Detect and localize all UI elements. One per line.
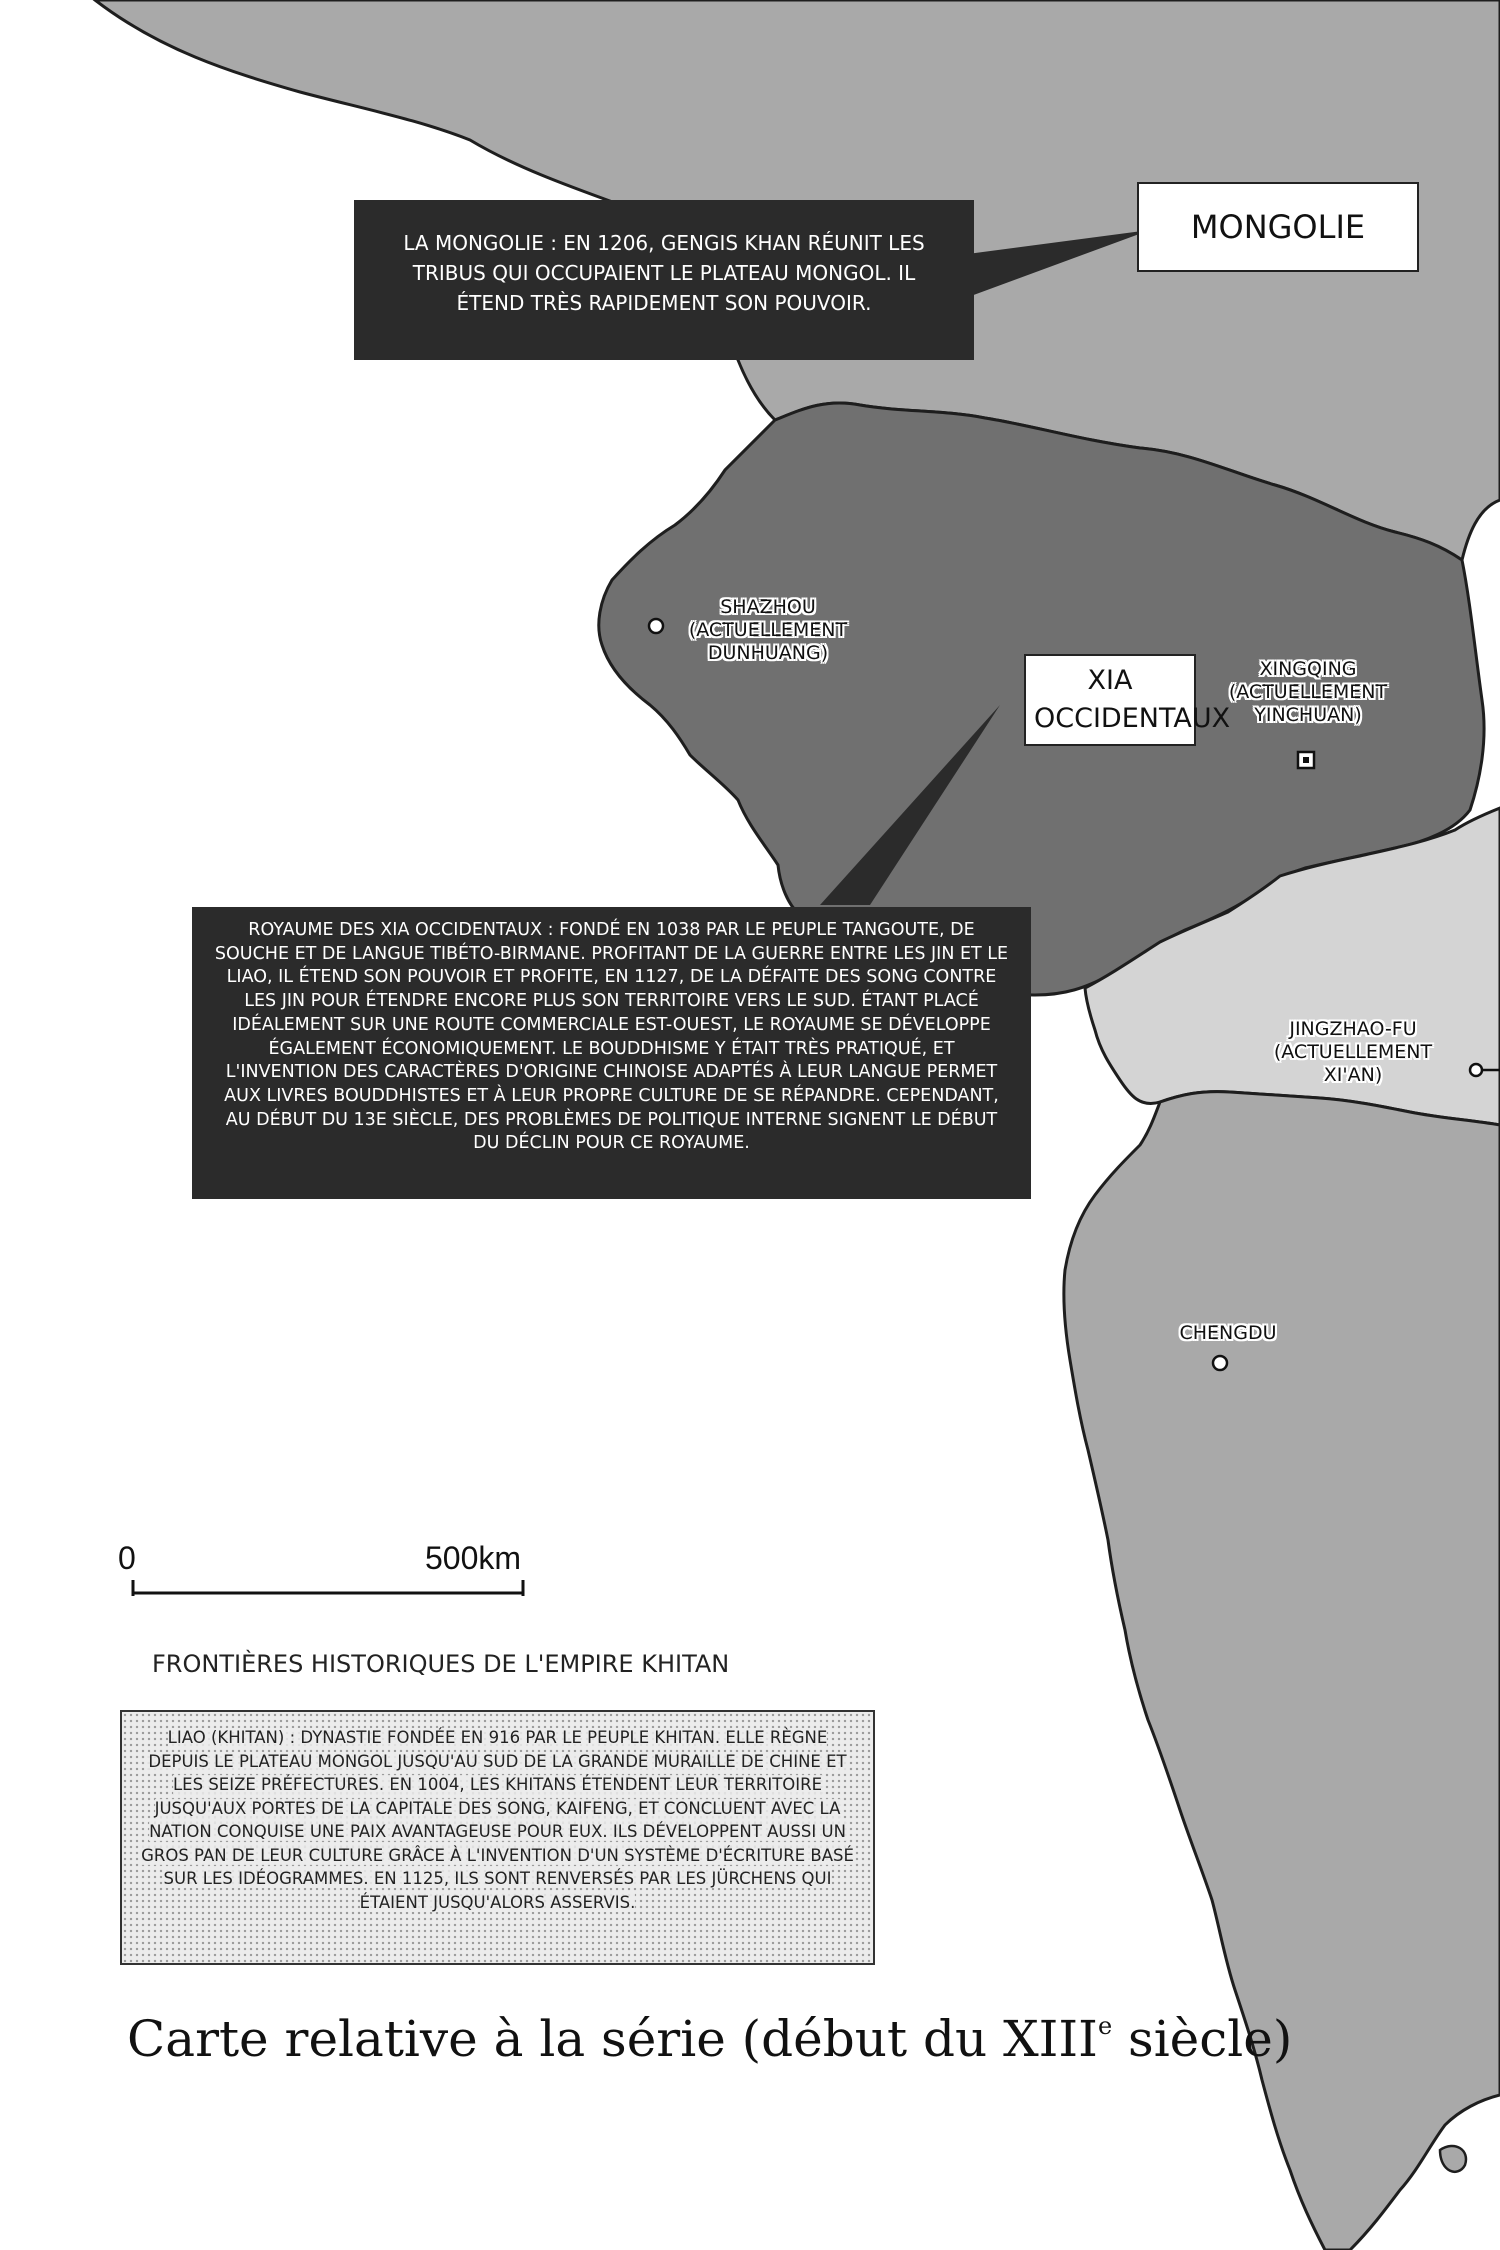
city-xingqing bbox=[1216, 658, 1400, 727]
xia-label-text: XIA OCCIDENTAUX bbox=[1034, 665, 1231, 734]
city-jingzhao-text: JINGZHAO-FU (ACTUELLEMENT XI'AN) bbox=[1273, 1018, 1433, 1086]
title-sup: e bbox=[1097, 2012, 1113, 2040]
xia-note-text: ROYAUME DES XIA OCCIDENTAUX : FONDÉ EN 1038 PAR LE PEUPLE TANGOUTE, DE SOUCHE ET DE LANGUE TIBÉTO-BIRMANE. PROFITANT DE LA GUERRE ENTRE LES JIN ET LE LIAO, IL ÉTEND SON POUVOIR ET PROFITE, EN 1127, DE LA DÉFAITE DES SONG CONTRE LES JIN POUR ÉTENDRE ENCORE PLUS SON TERRITOIRE VERS LE SUD. ÉTANT PLACÉ IDÉALEMENT SUR UNE ROUTE COMMERCIALE EST-OUEST, LE ROYAUME SE DÉVELOPPE ÉGALEMENT ÉCONOMIQUEMENT. LE BOUDDHISME Y ÉTAIT TRÈS PRATIQUÉ, ET L'INVENTION DES CARACTÈRES D'ORIGINE CHINOISE ADAPTÉS À LEUR LANGUE PERMET AUX LIVRES BOUDDHISTES ET À LEUR PROPRE CULTURE DE SE RÉPANDRE. CEPENDANT, AU DÉBUT DU 13E SIÈCLE, DES PROBLÈMES DE POLITIQUE INTERNE SIGNENT LE DÉBUT DU DÉCLIN POUR CE ROYAUME. bbox=[214, 920, 1009, 1154]
mongolia-label-text: MONGOLIE bbox=[1190, 208, 1366, 246]
scale-zero: 0 bbox=[118, 1540, 136, 1576]
city-chengdu-text: CHENGDU bbox=[1179, 1322, 1277, 1344]
legend-caption: FRONTIÈRES HISTORIQUES DE L'EMPIRE KHITAN bbox=[152, 1650, 730, 1678]
xia-label bbox=[1024, 654, 1231, 746]
city-shazhou-text: SHAZHOU (ACTUELLEMENT DUNHUANG) bbox=[688, 596, 848, 664]
city-xingqing-text: XINGQING (ACTUELLEMENT YINCHUAN) bbox=[1228, 658, 1388, 726]
mongolia-label bbox=[1137, 182, 1419, 272]
jingzhao-marker bbox=[1470, 1064, 1482, 1076]
chengdu-marker bbox=[1213, 1356, 1227, 1370]
xia-note bbox=[192, 907, 1031, 1199]
title-main: Carte relative à la série (début du XIII bbox=[127, 2010, 1098, 2068]
title-end: siècle) bbox=[1112, 2010, 1293, 2068]
mongolia-note bbox=[354, 200, 974, 360]
page-title bbox=[127, 2010, 1292, 2068]
shazhou-marker bbox=[649, 619, 663, 633]
mongolia-note-text: LA MONGOLIE : EN 1206, GENGIS KHAN RÉUNIT LES TRIBUS QUI OCCUPAIENT LE PLATEAU MONGOL. IL ÉTEND TRÈS RAPIDEMENT SON POUVOIR. bbox=[403, 231, 925, 315]
liao-note bbox=[120, 1710, 875, 1965]
scale-max: 500km bbox=[425, 1540, 522, 1576]
liao-note-text: LIAO (KHITAN) : DYNASTIE FONDÉE EN 916 PAR LE PEUPLE KHITAN. ELLE RÈGNE DEPUIS LE PLATEAU MONGOL JUSQU'AU SUD DE LA GRANDE MURAILLE DE CHINE ET LES SEIZE PRÉFECTURES. EN 1004, LES KHITANS ÉTENDENT LEUR TERRITOIRE JUSQU'AUX PORTES DE LA CAPITALE DES SONG, KAIFENG, ET CONCLUENT AVEC LA NATION CONQUISE UNE PAIX AVANTAGEUSE POUR EUX. ILS DÉVELOPPENT AUSSI UN GROS PAN DE LEUR CULTURE GRÂCE À L'INVENTION D'UN SYSTÈME D'ÉCRITURE BASÉ SUR LES IDÉOGRAMMES. EN 1125, ILS SONT RENVERSÉS PAR LES JÜRCHENS QUI ÉTAIENT JUSQU'ALORS ASSERVIS. bbox=[141, 1728, 854, 1912]
city-shazhou bbox=[680, 596, 856, 665]
city-chengdu bbox=[1168, 1322, 1288, 1345]
city-jingzhao bbox=[1258, 1018, 1448, 1087]
